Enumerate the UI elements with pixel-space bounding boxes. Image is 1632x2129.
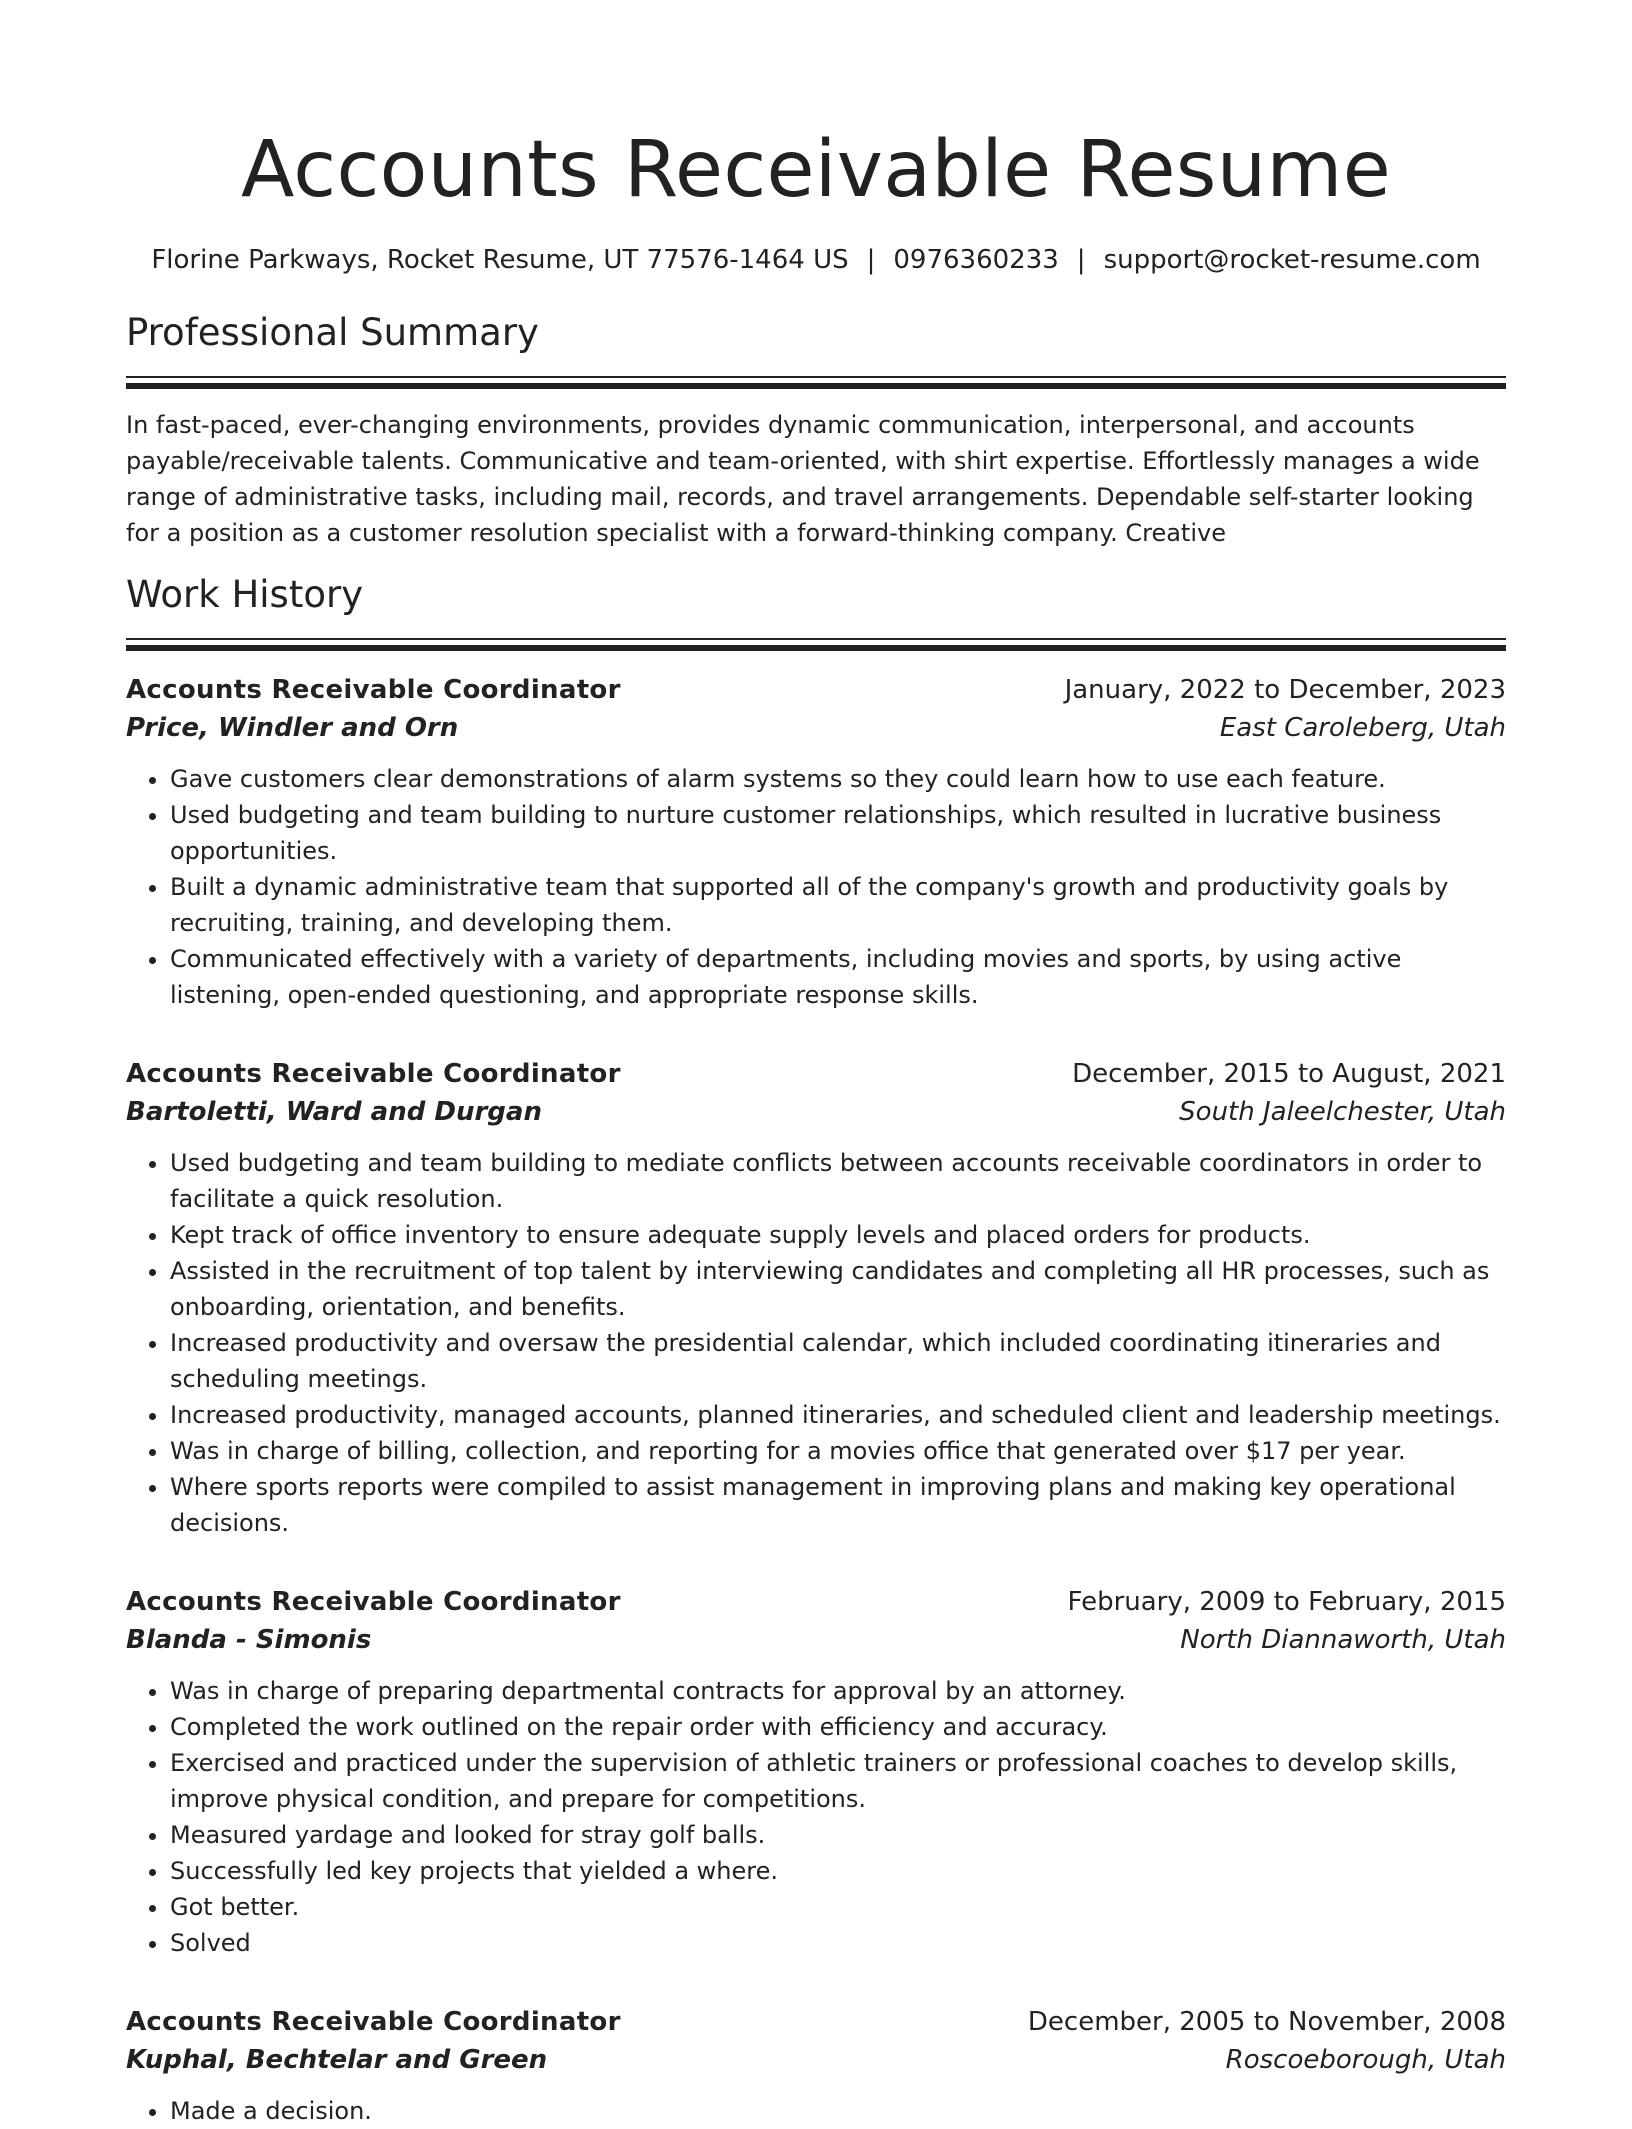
job-bullet-list (126, 761, 1506, 1013)
job-company-row (126, 709, 1506, 747)
contact-address: Florine Parkways, Rocket Resume, UT 77576-1464 US (151, 245, 849, 275)
job-bullet: • Increased productivity, managed accounts, planned itineraries, and scheduled client and leadership meetings. (170, 1397, 1506, 1433)
section-divider (126, 376, 1506, 391)
job-company: Kuphal, Bechtelar and Green (126, 2045, 548, 2075)
job-bullet: • Assisted in the recruitment of top talent by interviewing candidates and completing all HR processes, such as onboarding, orientation, and benefits. (170, 1253, 1506, 1325)
job-company-row (126, 1093, 1506, 1131)
job-bullet: • Made a decision. (170, 2093, 1506, 2129)
job-header-row (126, 1583, 1506, 1621)
job-bullet: • Was in charge of preparing departmental contracts for approval by an attorney. (170, 1673, 1506, 1709)
job-bullet-list (126, 1145, 1506, 1541)
job-location: South Jaleelchester, Utah (1179, 1097, 1506, 1127)
section-heading-work-history: Work History (126, 573, 364, 616)
job-entry (126, 1055, 1506, 1541)
job-bullet-list (126, 2093, 1506, 2129)
job-dates: December, 2005 to November, 2008 (1027, 2007, 1506, 2037)
contact-email: support@rocket-resume.com (1103, 245, 1481, 275)
job-title: Accounts Receivable Coordinator (126, 675, 621, 705)
job-bullet-list (126, 1673, 1506, 1961)
job-bullet: • Kept track of office inventory to ensure adequate supply levels and placed orders for products. (170, 1217, 1506, 1253)
contact-line (126, 240, 1506, 280)
job-entry (126, 1583, 1506, 1961)
job-bullet: • Used budgeting and team building to nurture customer relationships, which resulted in lucrative business opportunities. (170, 797, 1506, 869)
professional-summary-section (126, 307, 1506, 551)
contact-phone: 0976360233 (893, 245, 1059, 275)
job-bullet: • Exercised and practiced under the supervision of athletic trainers or professional coaches to develop skills, improve physical condition, and prepare for competitions. (170, 1745, 1506, 1817)
job-company: Price, Windler and Orn (126, 713, 459, 743)
job-title: Accounts Receivable Coordinator (126, 1587, 621, 1617)
job-company: Blanda - Simonis (126, 1625, 372, 1655)
job-header-row (126, 671, 1506, 709)
job-bullet: • Built a dynamic administrative team that supported all of the company's growth and productivity goals by recruiting, training, and developing them. (170, 869, 1506, 941)
section-divider (126, 638, 1506, 653)
work-history-section (126, 569, 1506, 2129)
section-heading-summary: Professional Summary (126, 311, 539, 354)
job-entry (126, 671, 1506, 1013)
job-header-row (126, 1055, 1506, 1093)
job-bullet: • Measured yardage and looked for stray golf balls. (170, 1817, 1506, 1853)
resume-title: Accounts Receivable Resume (240, 125, 1392, 215)
job-bullet: • Got better. (170, 1889, 1506, 1925)
job-dates: December, 2015 to August, 2021 (1072, 1059, 1506, 1089)
job-title: Accounts Receivable Coordinator (126, 1059, 621, 1089)
summary-text: In fast-paced, ever-changing environments, provides dynamic communication, interpersonal, and accounts payable/receivable talents. Communicative and team-oriented, with shirt expertise. Effortlessly manages a wide range of administrative tasks, including mail, records, and travel arrangements. Dependable self-starter looking for a position as a customer resolution specialist with a forward-thinking company. Creative (126, 411, 1480, 547)
job-bullet: • Communicated effectively with a variety of departments, including movies and sports, by using active listening, open-ended questioning, and appropriate response skills. (170, 941, 1506, 1013)
job-entry (126, 2003, 1506, 2129)
job-location: Roscoeborough, Utah (1225, 2045, 1506, 2075)
job-company: Bartoletti, Ward and Durgan (126, 1097, 542, 1127)
job-bullet: • Where sports reports were compiled to assist management in improving plans and making key operational decisions. (170, 1469, 1506, 1541)
job-location: North Diannaworth, Utah (1180, 1625, 1506, 1655)
job-dates: February, 2009 to February, 2015 (1067, 1587, 1506, 1617)
contact-separator: | (1076, 245, 1086, 275)
job-location: East Caroleberg, Utah (1219, 713, 1506, 743)
job-company-row (126, 2041, 1506, 2079)
contact-separator: | (866, 245, 876, 275)
job-bullet: • Increased productivity and oversaw the presidential calendar, which included coordinating itineraries and scheduling meetings. (170, 1325, 1506, 1397)
job-bullet: • Successfully led key projects that yielded a where. (170, 1853, 1506, 1889)
job-bullet: • Was in charge of billing, collection, and reporting for a movies office that generated over $17 per year. (170, 1433, 1506, 1469)
job-title: Accounts Receivable Coordinator (126, 2007, 621, 2037)
job-dates: January, 2022 to December, 2023 (1064, 675, 1506, 705)
job-bullet: • Completed the work outlined on the repair order with efficiency and accuracy. (170, 1709, 1506, 1745)
job-company-row (126, 1621, 1506, 1659)
job-header-row (126, 2003, 1506, 2041)
job-bullet: • Solved (170, 1925, 1506, 1961)
job-bullet: • Gave customers clear demonstrations of alarm systems so they could learn how to use each feature. (170, 761, 1506, 797)
job-bullet: • Used budgeting and team building to mediate conflicts between accounts receivable coordinators in order to facilitate a quick resolution. (170, 1145, 1506, 1217)
